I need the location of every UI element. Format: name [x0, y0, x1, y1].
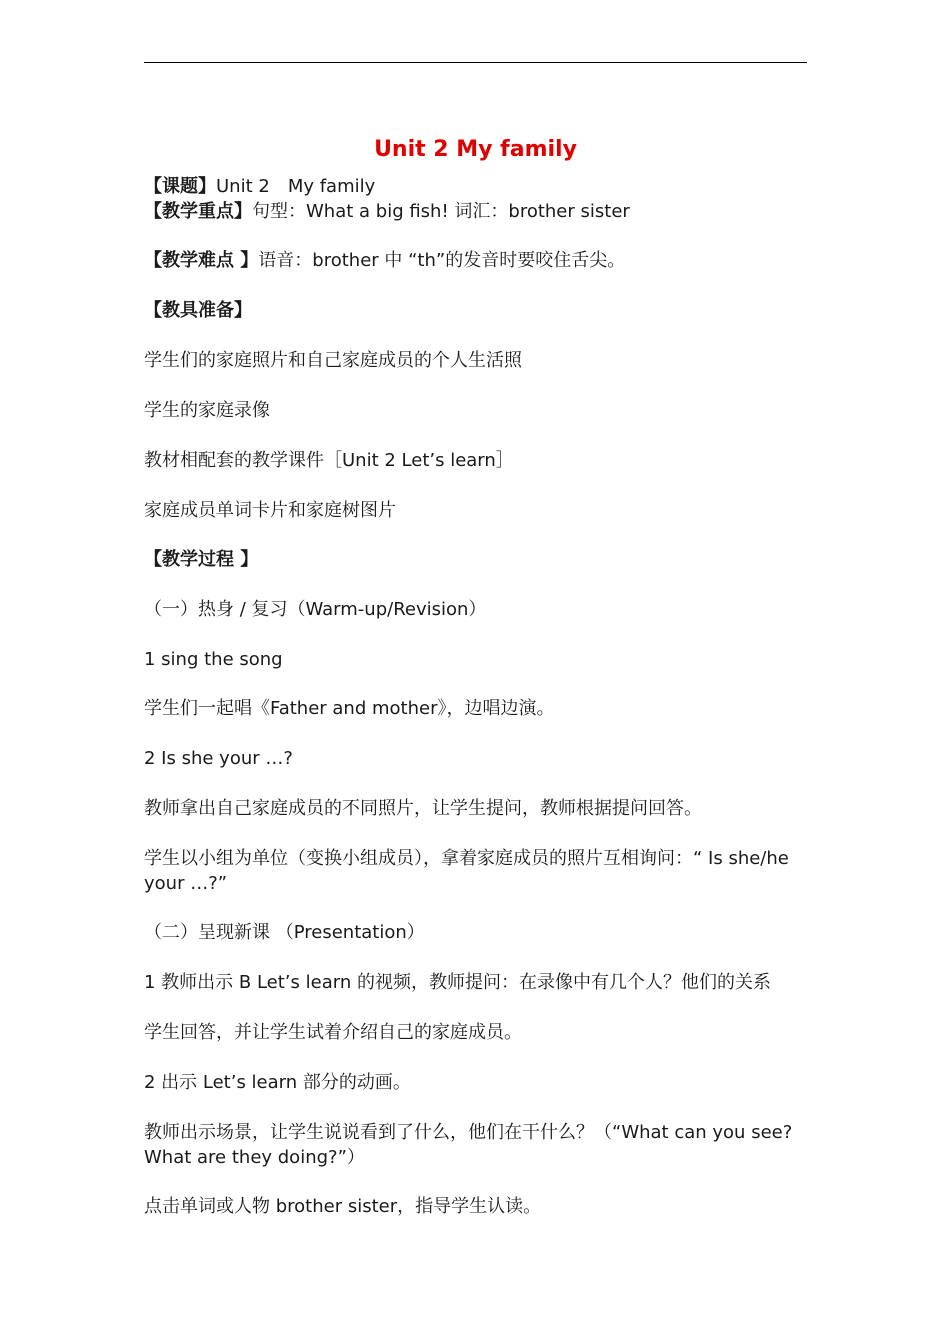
- presentation-item-1-desc: 学生回答，并让学生试着介绍自己的家庭成员。: [144, 1022, 522, 1043]
- difficulty-text: 语音：brother 中 “th”的发音时要咬住舌尖。: [258, 250, 626, 271]
- key-points-label: 【教学重点】: [144, 201, 252, 222]
- presentation-item-2: 2 出示 Let’s learn 部分的动画。: [144, 1072, 411, 1093]
- warmup-item-2: 2 Is she your …?: [144, 748, 293, 769]
- prep-item: 学生们的家庭照片和自己家庭成员的个人生活照: [144, 350, 522, 371]
- prep-heading: 【教具准备】: [144, 300, 252, 321]
- warmup-item-2-desc-1: 教师拿出自己家庭成员的不同照片，让学生提问，教师根据提问回答。: [144, 798, 702, 819]
- topic-text: Unit 2 My family: [216, 176, 376, 197]
- warmup-item-2-desc-2: 学生以小组为单位（变换小组成员），拿着家庭成员的照片互相询问：“ Is she/he your …?”: [144, 848, 789, 894]
- key-points-text: 句型：What a big fish! 词汇：brother sister: [252, 201, 630, 222]
- document-title: Unit 2 My family: [374, 137, 577, 162]
- prep-item: 学生的家庭录像: [144, 400, 270, 421]
- warmup-item-1-desc: 学生们一起唱《Father and mother》，边唱边演。: [144, 698, 555, 719]
- section-presentation-heading: （二）呈现新课 （Presentation）: [144, 922, 425, 943]
- presentation-item-2-desc-2: 点击单词或人物 brother sister，指导学生认读。: [144, 1196, 542, 1217]
- key-points-line: [144, 199, 807, 224]
- header-rule: [144, 62, 807, 63]
- warmup-item-1: 1 sing the song: [144, 649, 283, 670]
- prep-item: 家庭成员单词卡片和家庭树图片: [144, 500, 396, 521]
- topic-label: 【课题】: [144, 176, 216, 197]
- prep-item: 教材相配套的教学课件［Unit 2 Let’s learn］: [144, 450, 514, 471]
- topic-line: [144, 174, 807, 199]
- presentation-item-1: 1 教师出示 B Let’s learn 的视频，教师提问：在录像中有几个人？他们的关系: [144, 972, 771, 993]
- difficulty-line: [144, 248, 807, 273]
- presentation-item-2-desc-1: 教师出示场景，让学生说说看到了什么，他们在干什么？（“What can you see? What are they doing?”）: [144, 1122, 793, 1168]
- process-heading: 【教学过程 】: [144, 549, 259, 570]
- section-warmup-heading: （一）热身 / 复习（Warm-up/Revision）: [144, 599, 487, 620]
- difficulty-label: 【教学难点 】: [144, 250, 259, 271]
